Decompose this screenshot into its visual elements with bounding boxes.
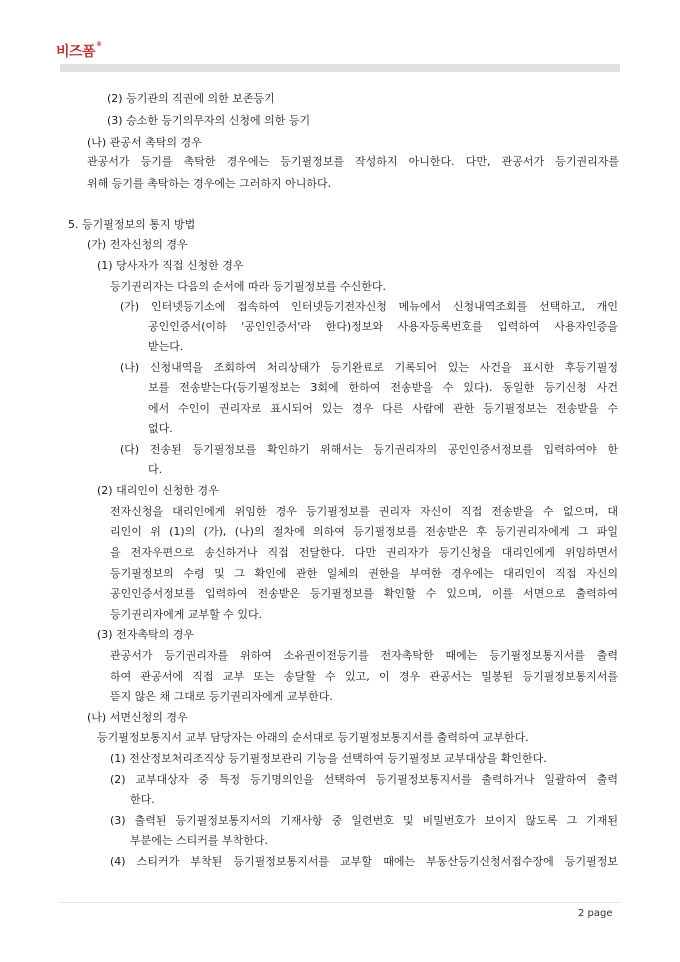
section-heading: 5. 등기필정보의 통지 방법	[68, 218, 196, 231]
header-bar	[60, 64, 620, 72]
text-line: (다) 전송된 등기필정보를 확인하기 위해서는 등기권리자의 공인인증서정보를 입력하여야 한	[120, 443, 618, 456]
text-line: 뜯지 않은 채 그대로 등기권리자에게 교부한다.	[110, 690, 333, 703]
bizforms-logo	[56, 41, 102, 61]
text-line: (2) 대리인이 신청한 경우	[97, 484, 219, 497]
text-line: (나) 관공서 촉탁의 경우	[87, 136, 202, 149]
text-line: (나) 서면신청의 경우	[87, 711, 188, 724]
text-line: 에서 수인이 권리자로 표시되어 있는 경우 다른 사람에 관한 등기필정보는 전송받을 수	[148, 402, 618, 415]
text-line: 보를 전송받는다(등기필정보는 3회에 한하여 전송받을 수 있다). 동일한 등기신청 사건	[148, 381, 618, 394]
text-line: (2) 등기관의 직권에 의한 보존등기	[107, 92, 275, 105]
text-line: 위해 등기를 촉탁하는 경우에는 그러하지 아니하다.	[87, 177, 332, 190]
footer-divider	[60, 902, 620, 903]
text-line: 리인이 위 (1)의 (가), (나)의 절차에 의하여 등기필정보를 전송받은 후 등기권리자에게 그 파일	[110, 525, 618, 538]
text-line: (1) 전산정보처리조직상 등기필정보관리 기능을 선택하여 등기필정보 교부대상을 확인한다.	[110, 752, 547, 765]
text-line: 다.	[148, 463, 163, 476]
text-line: 등기필정보통지서 교부 담당자는 아래의 순서대로 등기필정보통지서를 출력하여 교부한다.	[97, 731, 529, 744]
page-number: 2 page	[578, 908, 613, 919]
logo-text: 비즈폼	[56, 44, 96, 60]
text-line: 공인인증서정보를 입력하여 전송받은 등기필정보를 확인할 수 있으며, 이를 서면으로 출력하여	[110, 587, 618, 600]
text-line: (가) 인터넷등기소에 접속하여 인터넷등기전자신청 메뉴에서 신청내역조회를 선택하고, 개인	[120, 300, 618, 313]
text-line: 등기필정보의 수령 및 그 확인에 관한 일체의 권한을 부여한 경우에는 대리인이 직접 자신의	[110, 567, 618, 580]
text-line: 부분에는 스티커를 부착한다.	[130, 834, 269, 847]
text-line: 전자신청을 대리인에게 위임한 경우 등기필정보를 권리자 자신이 직접 전송받을 수 없으며, 대	[110, 505, 618, 518]
text-line: (1) 당사자가 직접 신청한 경우	[97, 259, 244, 272]
text-line: 없다.	[148, 422, 173, 435]
text-line: (4) 스티커가 부착된 등기필정보통지서를 교부할 때에는 부동산등기신청서접수장에 등기필정보	[110, 855, 618, 868]
text-line: 하여 관공서에 직접 교부 또는 송달할 수 있고, 이 경우 관공서는 밀봉된 등기필정보통지서를	[110, 670, 618, 683]
text-line: 관공서가 등기를 촉탁한 경우에는 등기필정보를 작성하지 아니한다. 다만, 관공서가 등기권리자를	[87, 155, 619, 168]
text-line: 관공서가 등기권리자를 위하여 소유권이전등기를 전자촉탁한 때에는 등기필정보통지서를 출력	[110, 649, 618, 662]
text-line: 공인인증서(이하 '공인인증서'라 한다)정보와 사용자등록번호를 입력하여 사용자인증을	[148, 320, 618, 333]
text-line: (2) 교부대상자 중 특정 등기명의인을 선택하여 등기필정보통지서를 출력하거나 일괄하여 출력	[110, 773, 618, 786]
registered-mark: ®	[96, 41, 102, 48]
text-line: 받는다.	[148, 340, 184, 353]
text-line: 한다.	[130, 793, 155, 806]
text-line: (가) 전자신청의 경우	[87, 238, 188, 251]
text-line: 등기권리자는 다음의 순서에 따라 등기필정보를 수신한다.	[110, 280, 387, 293]
text-line: 등기권리자에게 교부할 수 있다.	[110, 608, 263, 621]
text-line: (3) 전자촉탁의 경우	[97, 628, 194, 641]
text-line: 을 전자우편으로 송신하거나 직접 전달한다. 다만 권리자가 등기신청을 대리인에게 위임하면서	[110, 546, 618, 559]
text-line: (3) 출력된 등기필정보통지서의 기재사항 중 일련번호 및 비밀번호가 보이지 않도록 그 기재된	[110, 814, 618, 827]
text-line: (나) 신청내역을 조회하여 처리상태가 등기완료로 기록되어 있는 사건을 표시한 후등기필정	[120, 361, 618, 374]
text-line: (3) 승소한 등기의무자의 신청에 의한 등기	[107, 114, 311, 127]
